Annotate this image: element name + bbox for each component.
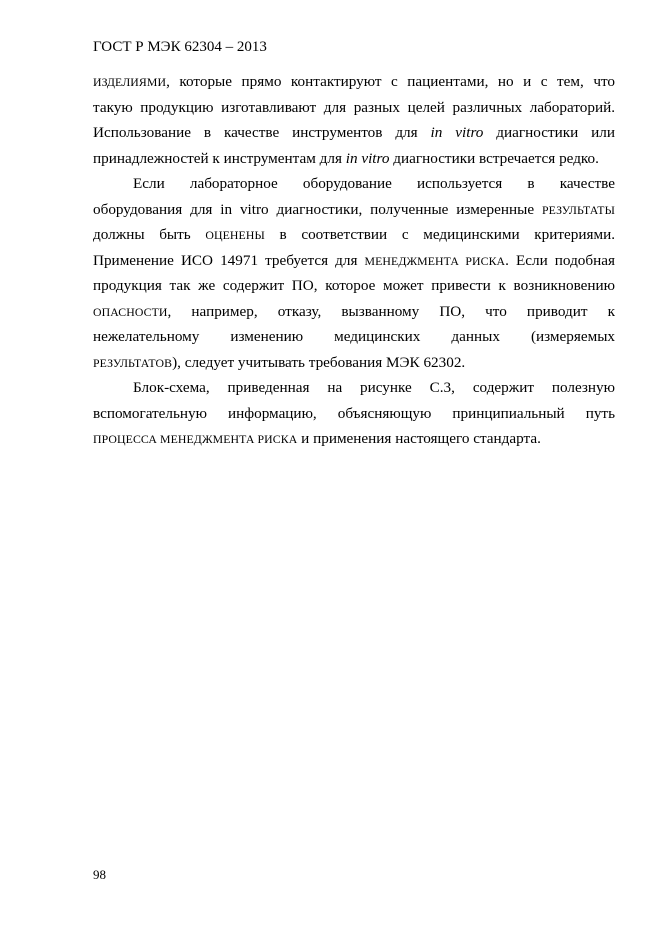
text-fragment: принадлежностей к инструментам для [93, 149, 346, 167]
page-number: 98 [93, 867, 106, 882]
text-fragment: продукция так же содержит ПО, которое может привести к возникновению [93, 277, 615, 294]
text-fragment: диагностики или [483, 124, 615, 141]
text-line-13 [93, 375, 615, 401]
text-fragment: диагностики встречается редко. [389, 149, 599, 167]
term-smallcaps: ИЗДЕЛИЯМИ [93, 75, 167, 89]
text-fragment: ), следует учитывать требования МЭК 62302. [172, 353, 466, 371]
term-smallcaps: МЕНЕДЖМЕНТА РИСКА [364, 253, 506, 268]
body-text [93, 69, 615, 452]
term-smallcaps: РЕЗУЛЬТАТОВ [93, 355, 173, 370]
term-smallcaps: ОЦЕНЕНЫ [205, 228, 265, 242]
term-smallcaps: ПРОЦЕССА МЕНЕДЖМЕНТА РИСКА [93, 432, 298, 446]
text-line-4 [93, 146, 615, 172]
text-fragment: . Если подобная [505, 251, 615, 269]
text-fragment: и применения настоящего стандарта. [297, 430, 541, 447]
text-fragment: , которые прямо контактируют с пациентами, но и с тем, что [166, 73, 615, 90]
text-fragment: Если лабораторное оборудование используется в качестве [133, 175, 615, 192]
text-line-3 [93, 120, 615, 146]
document-header: ГОСТ Р МЭК 62304 – 2013 [93, 39, 267, 55]
term-smallcaps: РЕЗУЛЬТАТЫ [541, 202, 615, 217]
text-line-15 [93, 426, 615, 452]
text-fragment: нежелательному изменению медицинских данных (измеряемых [93, 328, 615, 345]
italic-term: in vitro [345, 149, 390, 167]
text-line-12 [93, 350, 615, 376]
text-line-11 [93, 324, 615, 350]
text-fragment: Использование в качестве инструментов для [93, 124, 431, 141]
text-fragment: , например, отказу, вызванному ПО, что приводит к [167, 302, 615, 320]
text-line-14 [93, 401, 615, 427]
text-fragment: такую продукцию изготавливают для разных целей различных лабораторий. [93, 98, 615, 116]
text-fragment: Применение ИСО 14971 требуется для [93, 251, 365, 269]
text-line-10 [93, 299, 615, 325]
text-line-8 [93, 248, 615, 274]
text-fragment: должны быть [93, 226, 206, 243]
italic-term: in vitro [430, 124, 484, 141]
text-line-5 [93, 171, 615, 197]
text-fragment: вспомогательную информацию, объясняющую принципиальный путь [93, 404, 615, 422]
text-fragment: в соответствии с медицинскими критериями. [264, 226, 615, 243]
term-smallcaps: ОПАСНОСТИ [93, 304, 168, 319]
text-fragment: оборудования для in vitro диагностики, полученные измеренные [93, 200, 542, 218]
text-line-9 [93, 273, 615, 299]
text-fragment: Блок-схема, приведенная на рисунке С.3, содержит полезную [133, 379, 615, 396]
text-line-2 [93, 95, 615, 121]
text-line-6 [93, 197, 615, 223]
text-line-1 [93, 69, 615, 95]
text-line-7 [93, 222, 615, 248]
